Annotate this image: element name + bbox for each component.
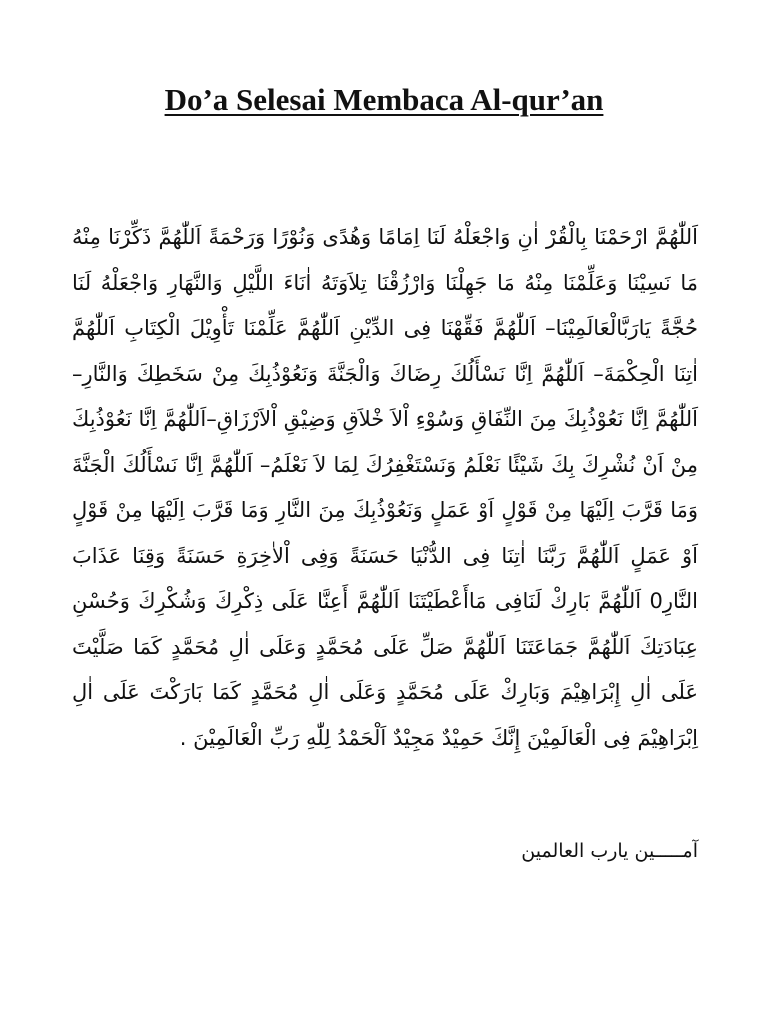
document-title: Do’a Selesai Membaca Al-qur’an: [164, 82, 604, 117]
doa-arabic-text: اَللّٰهُمَّ ارْحَمْنَا بِالْقُرْ اٰنِ وَاجْعَلْهُ لَنَا اِمَامًا وَهُدًى وَنُوْرًا وَرَحْمَةً اَللّٰهُمَّ ذَكِّرْنَا مِنْهُ مَا نَسِيْنَا وَعَلِّمْنَا مِنْهُ مَا جَهِلْنَا وَارْزُقْنَا تِلاَوَتَهُ اٰنَاءَ اللَّيْلِ وَالنَّهَارِ وَاجْعَلْهُ لَنَا حُجَّةً يَارَبَّالْعَالَمِيْنَا– اَللّٰهُمَّ فَقِّهْنَا فِى الدِّيْنِ اَللّٰهُمَّ عَلِّمْنَا تَأْوِيْلَ الْكِتَابِ اَللّٰهُمَّ اٰتِنَا الْحِكْمَةَ– اَللّٰهُمَّ اِنَّا نَسْأَلُكَ رِضَاكَ وَالْجَنَّةَ وَنَعُوْذُبِكَ مِنْ سَخَطِكَ وَالنَّارِ– اَللّٰهُمَّ اِنَّا نَعُوْذُبِكَ مِنَ النِّفَاقِ وَسُوْءِ اْلاَ خْلاَقِ وَضِيْقِ اْلاَرْزَاقِ–اَللّٰهُمَّ اِنَّا نَعُوْذُبِكَ مِنْ اَنْ نُشْرِكَ بِكَ شَيْئًا نَعْلَمُ وَنَسْتَغْفِرُكَ لِمَا لاَ نَعْلَمُ– اَللّٰهُمَّ اِنَّا نَسْأَلُكَ الْجَنَّةَ وَمَا قَرَّبَ اِلَيْهَا مِنْ قَوْلٍ اَوْ عَمَلٍ وَنَعُوْذُبِكَ مِنَ النَّارِ وَمَا قَرَّبَ اِلَيْهَا مِنْ قَوْلٍ اَوْ عَمَلٍ اَللّٰهُمَّ رَبَّنَا اٰتِنَا فِى الدُّنْيَا حَسَنَةً وَفِى اْلاٰخِرَةِ حَسَنَةً وَقِنَا عَذَابَ النَّارِ0 اَللّٰهُمَّ بَارِكْ لَنَافِى مَاأَعْطَيْتَنَا اَللّٰهُمَّ أَعِنَّا عَلَى ذِكْرِكَ وَشُكْرِكَ وَحُسْنِ عِبَادَتِكَ اَللّٰهُمَّ جَمَاعَتَنَا اَللّٰهُمَّ صَلِّ عَلَى مُحَمَّدٍ وَعَلَى اٰلِ مُحَمَّدٍ كَمَا صَلَّيْتَ عَلَى اٰلِ إِبْرَاهِيْمَ وَبَارِكْ عَلَى مُحَمَّدٍ وَعَلَى اٰلِ مُحَمَّدٍ كَمَا بَارَكْتَ عَلَى اٰلِ اِبْرَاهِيْمَ فِى الْعَالَمِيْنَ إِنَّكَ حَمِيْدٌ مَجِيْدٌ اَلْحَمْدُ لِلّٰهِ رَبِّ الْعَالَمِيْنَ .: [72, 225, 698, 750]
closing-amin: آمـــــين يارب العالمين: [521, 840, 698, 862]
